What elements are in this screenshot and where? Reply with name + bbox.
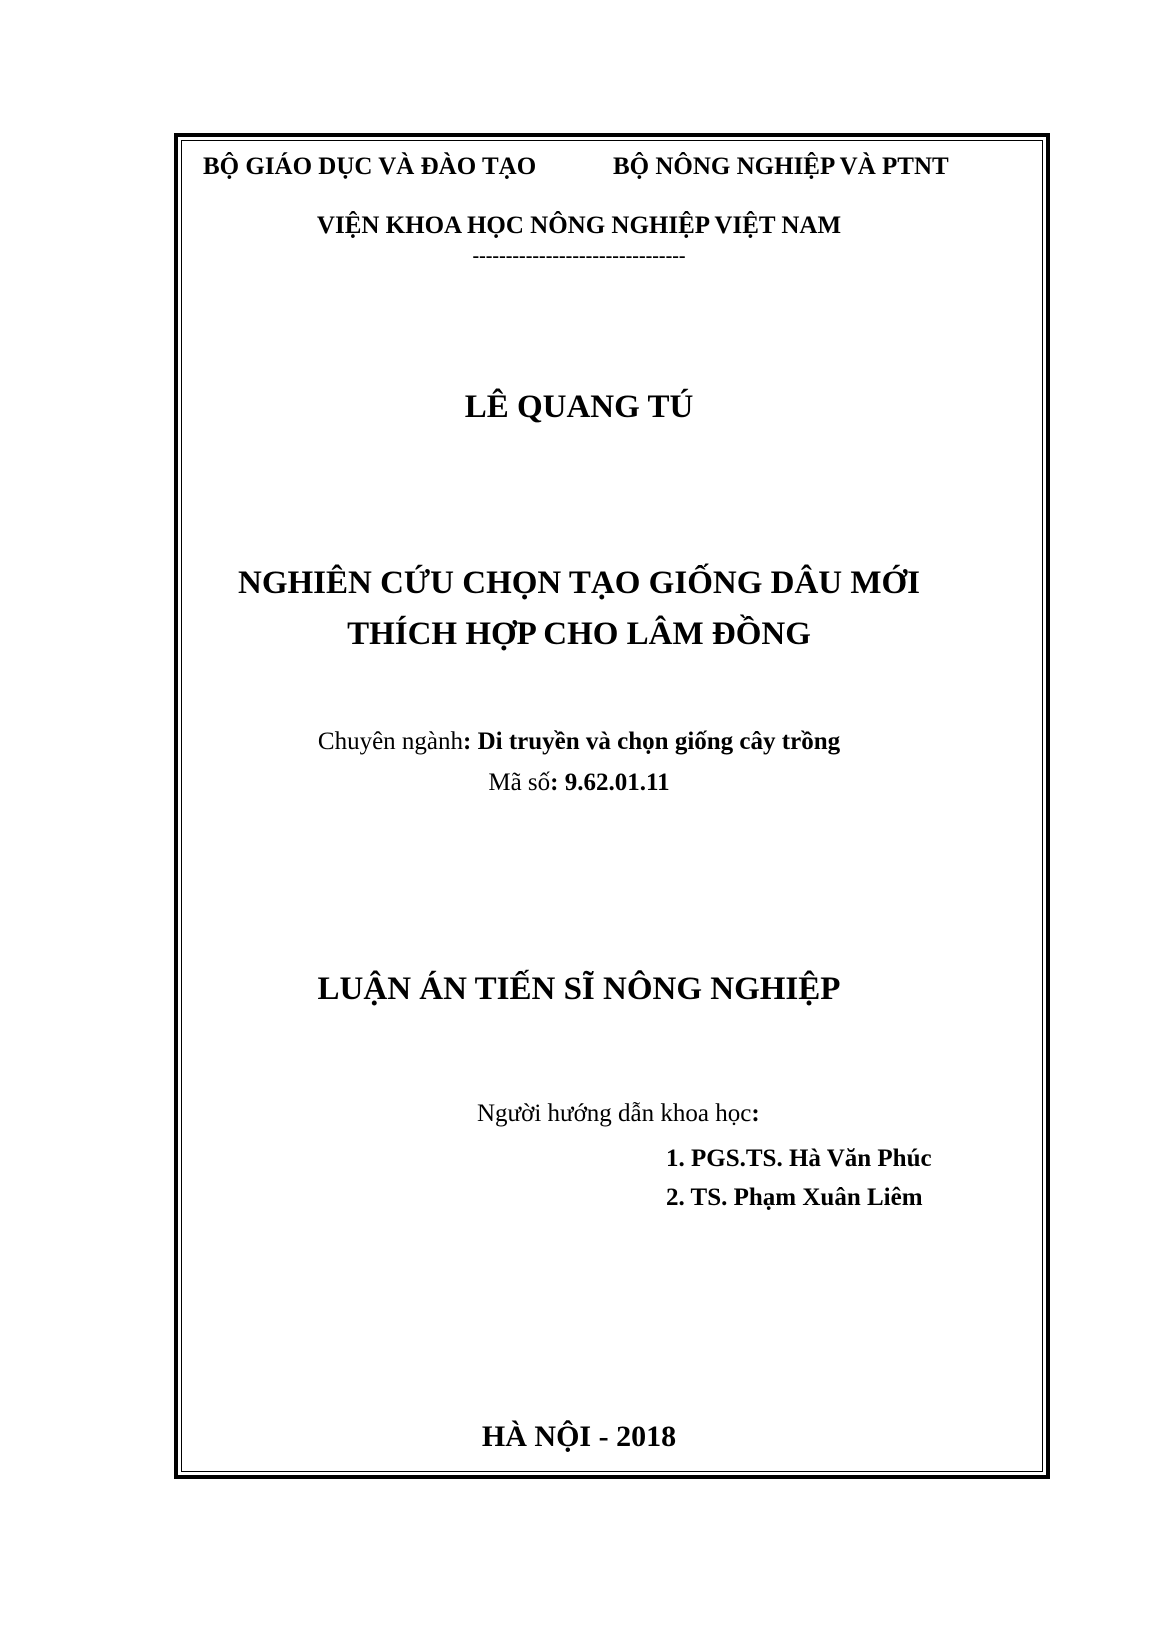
code-value: 9.62.01.11: [558, 769, 670, 796]
advisors-label-colon: :: [751, 1100, 760, 1127]
code-colon: :: [550, 769, 559, 796]
code: [0, 770, 1158, 795]
ministry-agriculture: BỘ NÔNG NGHIỆP VÀ PTNT: [613, 153, 949, 180]
ministry-education: BỘ GIÁO DỤC VÀ ĐÀO TẠO: [203, 153, 537, 180]
specialization: [0, 729, 1158, 754]
thesis-title-line-1: NGHIÊN CỨU CHỌN TẠO GIỐNG DÂU MỚI: [237, 565, 921, 601]
institute-name: VIỆN KHOA HỌC NÔNG NGHIỆP VIỆT NAM: [316, 212, 842, 239]
header-separator: --------------------------------: [472, 245, 686, 267]
specialization-value: Di truyền và chọn giống cây trồng: [471, 728, 841, 755]
advisor-item: 1. PGS.TS. Hà Văn Phúc: [666, 1145, 932, 1172]
advisors-label: [477, 1101, 760, 1126]
cover-border-inner: [181, 140, 1043, 1472]
code-label: Mã số: [488, 769, 551, 796]
author-name: LÊ QUANG TÚ: [464, 389, 694, 425]
specialization-label: Chuyên ngành: [317, 728, 464, 755]
thesis-title-line-2: THÍCH HỢP CHO LÂM ĐỒNG: [347, 616, 811, 652]
specialization-colon: :: [463, 728, 472, 755]
advisors-label-text: Người hướng dẫn khoa học: [477, 1100, 752, 1127]
place-and-year: HÀ NỘI - 2018: [481, 1420, 677, 1453]
advisor-item: 2. TS. Phạm Xuân Liêm: [666, 1184, 923, 1211]
degree-title: LUẬN ÁN TIẾN SĨ NÔNG NGHIỆP: [317, 971, 841, 1007]
